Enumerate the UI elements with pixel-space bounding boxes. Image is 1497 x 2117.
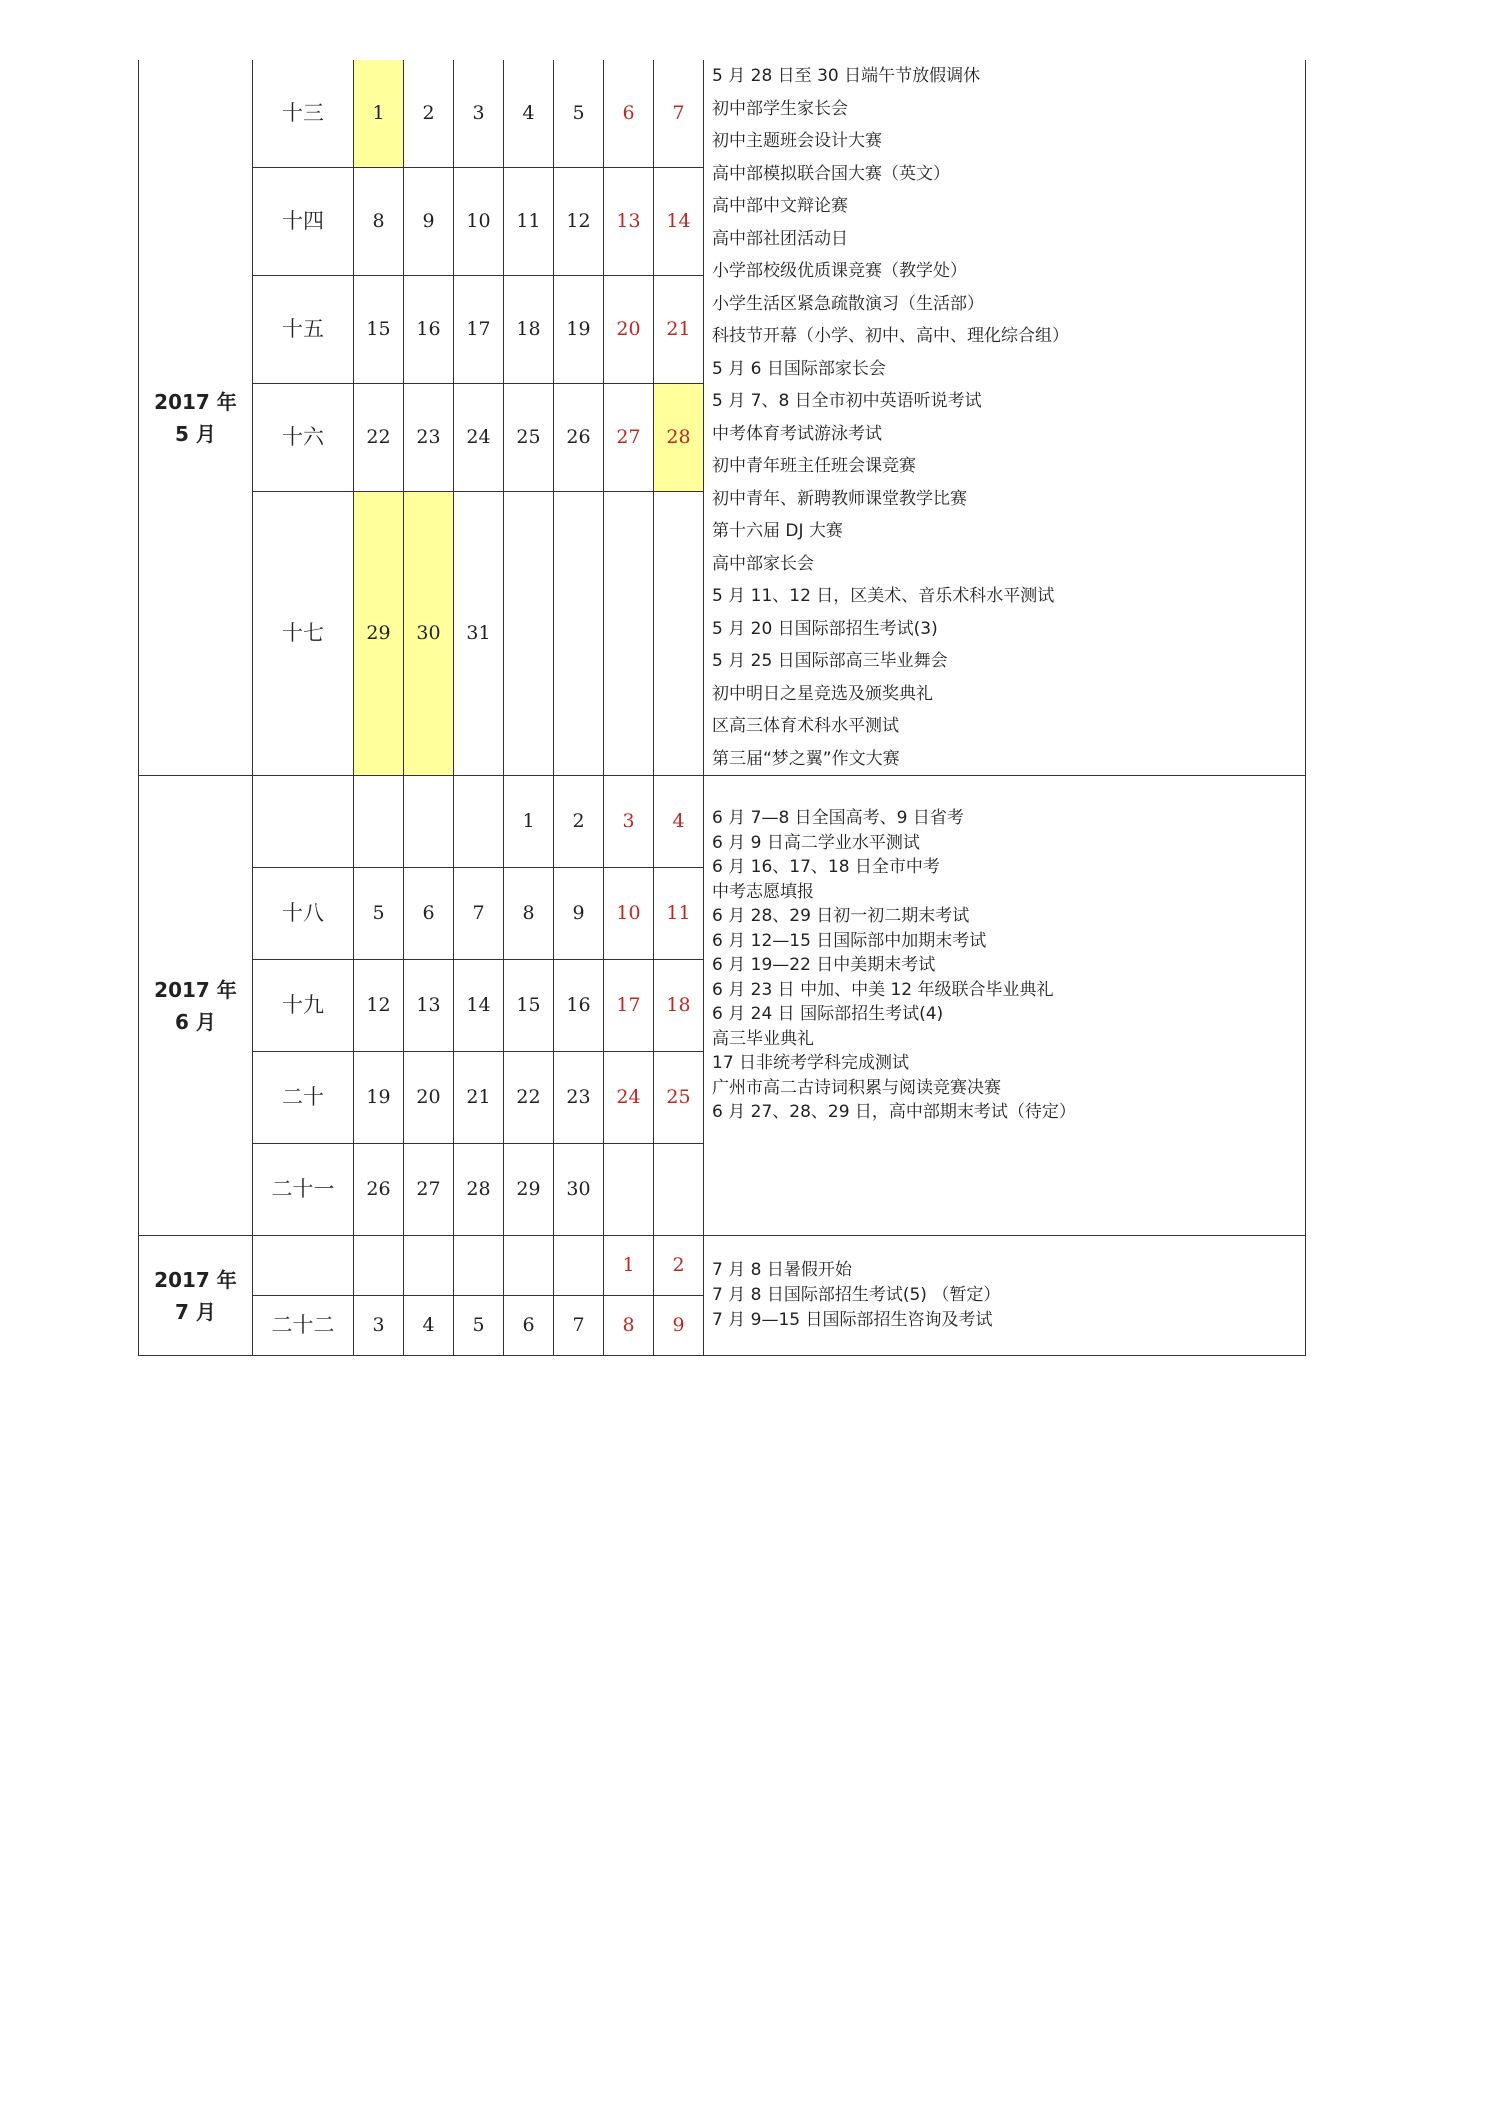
event-item: 高中部社团活动日 — [712, 228, 848, 249]
day-cell — [404, 776, 454, 868]
weekend-day-cell: 11 — [654, 868, 704, 960]
event-item: 6 月 7—8 日全国高考、9 日省考 — [712, 808, 964, 828]
event-item: 区高三体育术科水平测试 — [712, 716, 899, 736]
day-cell: 27 — [404, 1144, 454, 1236]
event-item: 6 月 24 日 国际部招生考试(4) — [712, 1004, 944, 1024]
weekend-day-cell: 2 — [654, 1236, 704, 1296]
event-item: 5 月 7、8 日全市初中英语听说考试 — [712, 391, 982, 411]
event-item: 中考志愿填报 — [712, 881, 814, 902]
day-cell: 16 — [554, 960, 604, 1052]
event-item: 初中青年班主任班会课竞赛 — [712, 456, 916, 476]
weekend-day-cell: 7 — [654, 60, 704, 168]
day-cell: 6 — [504, 1296, 554, 1356]
weekend-day-cell: 8 — [604, 1296, 654, 1356]
weekend-day-cell: 3 — [604, 776, 654, 868]
day-cell: 13 — [404, 960, 454, 1052]
day-cell: 23 — [404, 384, 454, 492]
day-cell — [654, 1144, 704, 1236]
day-cell: 12 — [554, 168, 604, 276]
event-item: 5 月 20 日国际部招生考试(3) — [712, 618, 938, 639]
event-item: 广州市高二古诗词积累与阅读竞赛决赛 — [712, 1077, 1001, 1098]
day-cell: 7 — [454, 868, 504, 960]
day-cell: 23 — [554, 1052, 604, 1144]
weekend-day-cell: 17 — [604, 960, 654, 1052]
day-cell — [554, 492, 604, 776]
month-label: 2017 年 7 月 — [139, 1236, 253, 1356]
day-cell — [604, 1144, 654, 1236]
weekend-day-cell: 24 — [604, 1052, 654, 1144]
week-number: 十八 — [253, 868, 354, 960]
events-list — [704, 776, 1306, 1236]
week-number — [253, 776, 354, 868]
day-cell — [454, 776, 504, 868]
day-cell: 6 — [404, 868, 454, 960]
weekend-day-cell: 9 — [654, 1296, 704, 1356]
day-cell: 26 — [554, 384, 604, 492]
weekend-day-cell: 14 — [654, 168, 704, 276]
week-number: 二十 — [253, 1052, 354, 1144]
event-item: 7 月 9—15 日国际部招生咨询及考试 — [712, 1310, 993, 1330]
weekend-day-cell: 13 — [604, 168, 654, 276]
week-number: 十六 — [253, 384, 354, 492]
day-cell: 24 — [454, 384, 504, 492]
weekend-day-cell: 25 — [654, 1052, 704, 1144]
day-cell: 19 — [354, 1052, 404, 1144]
event-item: 初中主题班会设计大赛 — [712, 131, 882, 151]
day-cell: 10 — [454, 168, 504, 276]
event-item: 第三届“梦之翼”作文大赛 — [712, 748, 900, 769]
week-number: 十四 — [253, 168, 354, 276]
event-item: 第十六届 DJ 大赛 — [712, 521, 843, 541]
event-item: 6 月 23 日 中加、中美 12 年级联合毕业典礼 — [712, 979, 1054, 1000]
day-cell: 4 — [404, 1296, 454, 1356]
day-cell: 14 — [454, 960, 504, 1052]
weekend-day-cell: 21 — [654, 276, 704, 384]
day-cell: 1 — [354, 60, 404, 168]
day-cell: 8 — [504, 868, 554, 960]
school-calendar-table — [138, 60, 1306, 1356]
day-cell: 22 — [504, 1052, 554, 1144]
day-cell — [354, 1236, 404, 1296]
event-item: 6 月 9 日高二学业水平测试 — [712, 832, 920, 853]
day-cell: 5 — [454, 1296, 504, 1356]
day-cell: 4 — [504, 60, 554, 168]
week-number: 十五 — [253, 276, 354, 384]
day-cell — [554, 1236, 604, 1296]
weekend-day-cell: 6 — [604, 60, 654, 168]
day-cell — [404, 1236, 454, 1296]
week-number: 十七 — [253, 492, 354, 776]
event-item: 小学生活区紧急疏散演习（生活部） — [712, 293, 984, 314]
event-item: 中考体育考试游泳考试 — [712, 423, 882, 444]
weekend-day-cell: 20 — [604, 276, 654, 384]
day-cell — [504, 1236, 554, 1296]
event-item: 高中部家长会 — [712, 553, 814, 574]
event-item: 初中青年、新聘教师课堂教学比赛 — [712, 488, 967, 509]
weekend-day-cell: 1 — [604, 1236, 654, 1296]
week-number — [253, 1236, 354, 1296]
day-cell: 17 — [454, 276, 504, 384]
day-cell — [654, 492, 704, 776]
day-cell: 25 — [504, 384, 554, 492]
day-cell: 22 — [354, 384, 404, 492]
event-item: 高中部模拟联合国大赛（英文） — [712, 163, 950, 184]
week-number: 二十一 — [253, 1144, 354, 1236]
event-item: 6 月 19—22 日中美期末考试 — [712, 955, 936, 975]
weekend-day-cell: 4 — [654, 776, 704, 868]
month-label: 2017 年 5 月 — [139, 60, 253, 776]
day-cell: 30 — [554, 1144, 604, 1236]
day-cell: 20 — [404, 1052, 454, 1144]
event-item: 初中部学生家长会 — [712, 98, 848, 119]
day-cell — [604, 492, 654, 776]
day-cell — [454, 1236, 504, 1296]
event-item: 5 月 6 日国际部家长会 — [712, 358, 886, 379]
event-item: 6 月 27、28、29 日，高中部期末考试（待定） — [712, 1102, 1076, 1122]
weekend-day-cell: 10 — [604, 868, 654, 960]
day-cell: 18 — [504, 276, 554, 384]
events-list — [704, 1236, 1306, 1356]
weekend-day-cell: 27 — [604, 384, 654, 492]
day-cell: 5 — [354, 868, 404, 960]
day-cell: 5 — [554, 60, 604, 168]
weekend-day-cell: 18 — [654, 960, 704, 1052]
event-item: 17 日非统考学科完成测试 — [712, 1053, 910, 1073]
day-cell: 1 — [504, 776, 554, 868]
day-cell — [504, 492, 554, 776]
week-row — [139, 776, 1306, 868]
event-item: 高三毕业典礼 — [712, 1028, 814, 1049]
day-cell: 9 — [554, 868, 604, 960]
week-number: 十九 — [253, 960, 354, 1052]
event-item: 6 月 28、29 日初一初二期末考试 — [712, 906, 970, 926]
day-cell — [354, 776, 404, 868]
day-cell: 7 — [554, 1296, 604, 1356]
day-cell: 2 — [404, 60, 454, 168]
day-cell: 11 — [504, 168, 554, 276]
event-item: 科技节开幕（小学、初中、高中、理化综合组） — [712, 326, 1069, 346]
events-list — [704, 60, 1306, 776]
day-cell: 31 — [454, 492, 504, 776]
event-item: 初中明日之星竞选及颁奖典礼 — [712, 683, 933, 704]
day-cell: 19 — [554, 276, 604, 384]
day-cell: 15 — [354, 276, 404, 384]
event-item: 7 月 8 日暑假开始 — [712, 1260, 852, 1280]
event-item: 7 月 8 日国际部招生考试(5) （暂定） — [712, 1285, 1001, 1305]
day-cell: 3 — [354, 1296, 404, 1356]
event-item: 高中部中文辩论赛 — [712, 196, 848, 216]
week-number: 二十二 — [253, 1296, 354, 1356]
event-item: 5 月 25 日国际部高三毕业舞会 — [712, 651, 948, 671]
day-cell: 8 — [354, 168, 404, 276]
day-cell: 15 — [504, 960, 554, 1052]
day-cell: 9 — [404, 168, 454, 276]
week-row — [139, 1236, 1306, 1296]
event-item: 5 月 28 日至 30 日端午节放假调休 — [712, 66, 981, 86]
day-cell: 29 — [504, 1144, 554, 1236]
week-number: 十三 — [253, 60, 354, 168]
day-cell: 21 — [454, 1052, 504, 1144]
week-row — [139, 60, 1306, 168]
day-cell: 30 — [404, 492, 454, 776]
weekend-day-cell: 28 — [654, 384, 704, 492]
day-cell: 29 — [354, 492, 404, 776]
day-cell: 16 — [404, 276, 454, 384]
day-cell: 12 — [354, 960, 404, 1052]
day-cell: 2 — [554, 776, 604, 868]
day-cell: 28 — [454, 1144, 504, 1236]
event-item: 6 月 16、17、18 日全市中考 — [712, 857, 940, 877]
day-cell: 26 — [354, 1144, 404, 1236]
event-item: 5 月 11、12 日，区美术、音乐术科水平测试 — [712, 586, 1055, 606]
event-item: 小学部校级优质课竞赛（教学处） — [712, 261, 967, 281]
event-item: 6 月 12—15 日国际部中加期末考试 — [712, 930, 987, 951]
calendar-body — [139, 60, 1306, 1356]
day-cell: 3 — [454, 60, 504, 168]
month-label: 2017 年 6 月 — [139, 776, 253, 1236]
